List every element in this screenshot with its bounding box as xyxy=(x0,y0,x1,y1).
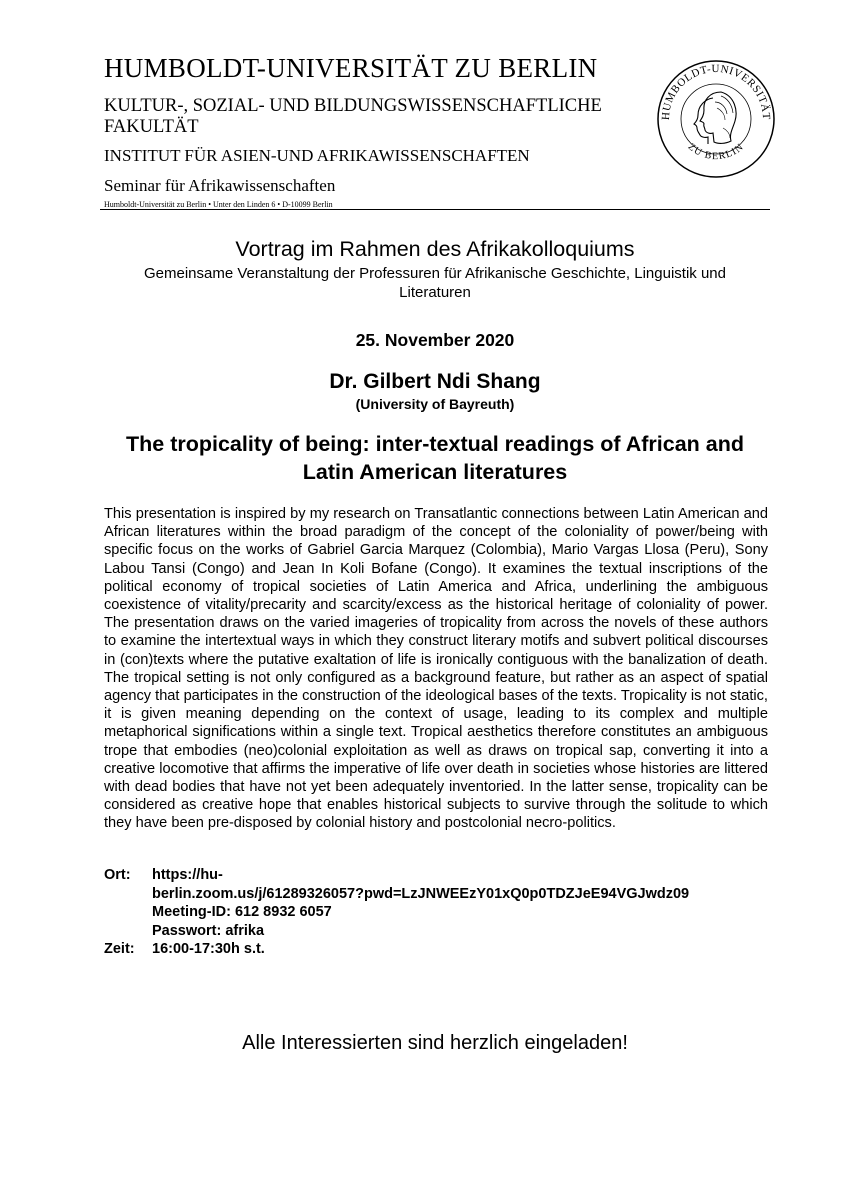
header-divider xyxy=(100,209,770,210)
university-name: HUMBOLDT-UNIVERSITÄT ZU BERLIN xyxy=(104,53,598,83)
seal-portraits xyxy=(694,92,736,144)
speaker-affiliation: (University of Bayreuth) xyxy=(355,396,515,412)
meeting-password: Passwort: afrika xyxy=(152,922,265,939)
university-seal-icon xyxy=(655,58,777,180)
meeting-link-part1[interactable]: https://hu- xyxy=(152,867,223,883)
institute-name: INSTITUT FÜR ASIEN-UND AFRIKAWISSENSCHAFTEN xyxy=(104,146,530,165)
event-title: Vortrag im Rahmen des Afrikakolloquiums xyxy=(235,237,635,261)
event-details xyxy=(104,866,764,959)
seal-text-bottom: ZU BERLIN xyxy=(685,141,747,163)
seal-text-top: HUMBOLDT-UNIVERSITÄT xyxy=(659,62,773,121)
abstract-text: This presentation is inspired by my research on Transatlantic connections between Latin American and African literatures within the broad paradigm of the concept of the coloniality of power/being with specific focus on the works of Gabriel Garcia Marquez (Colombia), Mario Vargas Llosa (Peru), Sony Labou Tansi (Congo) and Jean In Koli Bofane (Congo). It examines the textual inscriptions of the political economy of tropical societies of Latin America and Africa, underlining the ambiguous coexistence of vitality/precarity and scarcity/excess as the historical heritage of coloniality of power. The presentation draws on the varied imageries of tropicality from across the novels of these authors to examine the intertextual ways in which they construct literary motifs and subvert political discourses in (con)texts where the putative exaltation of life is ironically contiguous with the banalization of death. The tropical setting is not only configured as a background feature, but rather as an aspect of spatial agency that participates in the construction of the ideological bases of the texts. Tropicality is not static, it is given meaning depending on the context of usage, leading to its complex and multiple metaphorical significations within a single text. Tropical aesthetics therefore constitutes an ambiguous trope that embodies (neo)colonial exploitation as well as draws on tropical sap, converting it into a creative locomotive that affirms the imperative of life over death in societies whose histories are littered with dead bodies that have not yet been adequately inventoried. In the latter sense, tropicality can be considered as creative hope that enables historical subjects to survive through the solitude to which they have been pre-disposed by colonial history and postcolonial necro-politics. xyxy=(104,506,768,832)
event-subtitle: Gemeinsame Veranstaltung der Professuren für Afrikanische Geschichte, Linguistik und Literaturen xyxy=(144,265,726,301)
meeting-link-part2[interactable]: berlin.zoom.us/j/61289326057?pwd=LzJNWEEzY01xQ0p0TDZJeE94VGJwdz09 xyxy=(152,885,690,902)
time-label: Zeit: xyxy=(104,941,135,957)
postal-address: Humboldt-Universität zu Berlin • Unter den Linden 6 • D-10099 Berlin xyxy=(104,200,333,209)
faculty-name: KULTUR-, SOZIAL- UND BILDUNGSWISSENSCHAFTLICHE FAKULTÄT xyxy=(104,96,602,137)
closing-invitation: Alle Interessierten sind herzlich eingeladen! xyxy=(242,1032,628,1054)
time-row xyxy=(104,940,764,959)
location-row xyxy=(104,866,764,940)
time-value: 16:00-17:30h s.t. xyxy=(152,941,265,957)
talk-title: The tropicality of being: inter-textual readings of African and Latin American literatures xyxy=(126,432,744,484)
location-label: Ort: xyxy=(104,867,131,883)
meeting-id: Meeting-ID: 612 8932 6057 xyxy=(152,904,332,920)
svg-text:HUMBOLDT-UNIVERSITÄT xyxy=(660,63,772,120)
event-date: 25. November 2020 xyxy=(355,330,515,350)
seminar-name: Seminar für Afrikawissenschaften xyxy=(104,176,336,195)
speaker-name: Dr. Gilbert Ndi Shang xyxy=(329,370,541,393)
svg-text:ZU BERLIN xyxy=(686,141,747,162)
